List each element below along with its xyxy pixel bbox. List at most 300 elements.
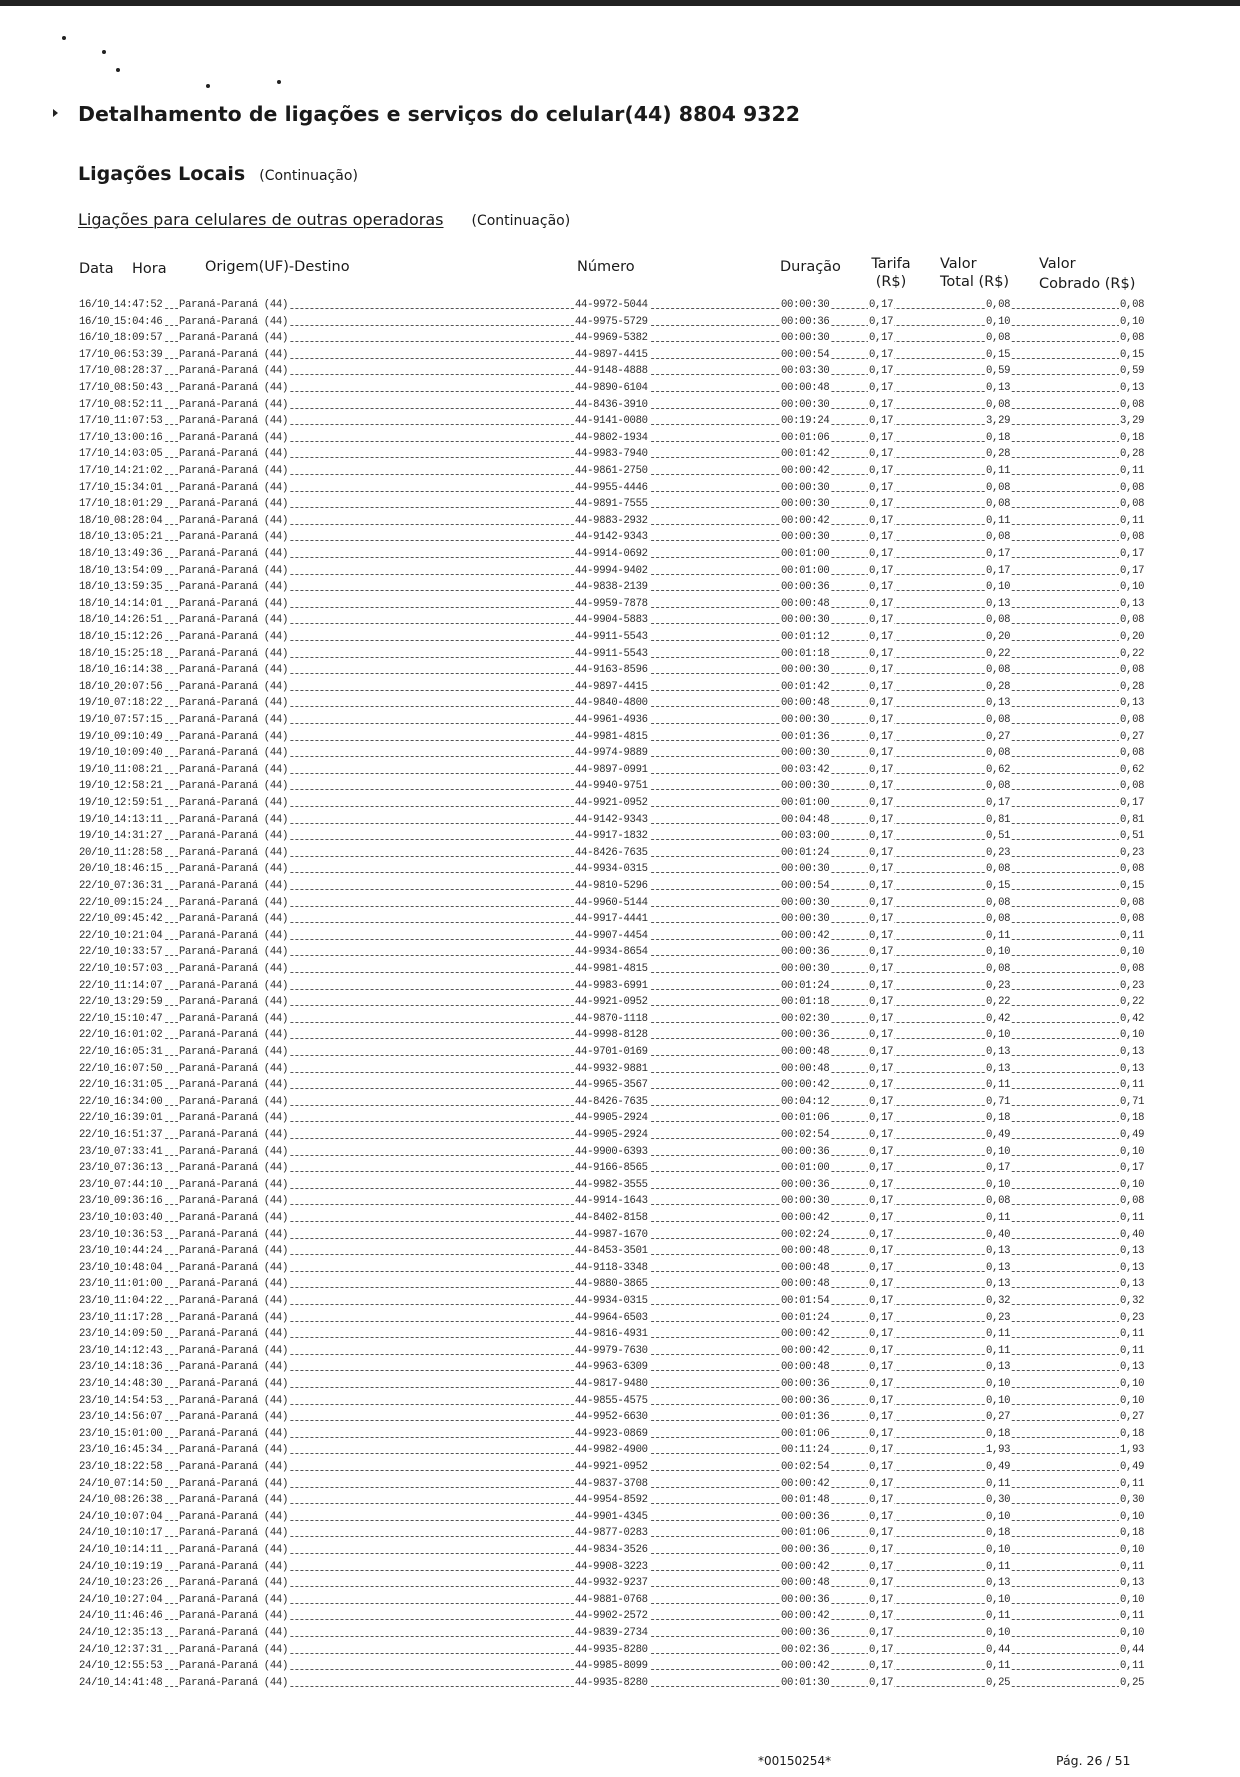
- page-number: Pág. 26 / 51: [1056, 1753, 1131, 1768]
- section-note: (Continuação): [259, 168, 358, 184]
- cell-numero: 44-9839-2734: [575, 1627, 648, 1639]
- table-row: [0, 1492, 1240, 1509]
- table-row: [0, 314, 1240, 331]
- cell-origem: Paraná-Paraná (44): [179, 647, 289, 660]
- cell-origem: Paraná-Paraná (44): [179, 1427, 289, 1440]
- cell-valor-cobrado: 0,10: [1120, 1145, 1145, 1158]
- table-row: [0, 1310, 1240, 1327]
- cell-data: 22/10: [79, 1012, 110, 1025]
- cell-duracao: 00:02:54: [781, 1129, 830, 1141]
- cell-valor-cobrado: 0,13: [1120, 597, 1145, 610]
- table-row: [0, 778, 1240, 795]
- cell-hora: 14:54:53: [114, 1394, 163, 1407]
- cell-origem: Paraná-Paraná (44): [179, 1029, 289, 1042]
- cell-data: 17/10: [79, 465, 110, 477]
- cell-duracao: 00:11:24: [781, 1444, 830, 1457]
- cell-data: 23/10: [79, 1461, 110, 1473]
- cell-tarifa: 0,17: [869, 880, 894, 892]
- cell-valor-cobrado: 0,11: [1120, 1079, 1145, 1092]
- cell-valor-total: 0,11: [986, 1328, 1011, 1341]
- cell-numero: 44-9897-0991: [575, 763, 648, 776]
- cell-tarifa: 0,17: [869, 1544, 894, 1556]
- cell-hora: 11:17:28: [114, 1311, 163, 1324]
- cell-hora: 15:10:47: [114, 1012, 163, 1025]
- cell-data: 17/10: [79, 448, 110, 461]
- cell-valor-cobrado: 0,23: [1120, 1311, 1145, 1324]
- cell-hora: 18:22:58: [114, 1461, 163, 1473]
- cell-valor-cobrado: 0,10: [1120, 1378, 1145, 1390]
- cell-hora: 06:53:39: [114, 348, 163, 361]
- cell-valor-cobrado: 0,11: [1120, 1610, 1145, 1623]
- cell-duracao: 00:01:24: [781, 846, 830, 859]
- cell-numero: 44-9907-4454: [575, 929, 648, 942]
- cell-valor-cobrado: 0,81: [1120, 813, 1145, 826]
- cell-hora: 14:03:05: [114, 448, 163, 461]
- cell-hora: 09:45:42: [114, 913, 163, 926]
- cell-data: 23/10: [79, 1261, 110, 1274]
- cell-data: 22/10: [79, 1062, 110, 1075]
- cell-duracao: 00:00:42: [781, 1477, 830, 1490]
- header-duracao: Duração: [780, 259, 841, 275]
- cell-valor-total: 0,18: [986, 1527, 1011, 1540]
- cell-valor-total: 0,27: [986, 730, 1011, 743]
- cell-tarifa: 0,17: [869, 979, 894, 992]
- table-row: [0, 845, 1240, 862]
- cell-origem: Paraná-Paraná (44): [179, 780, 289, 793]
- cell-origem: Paraná-Paraná (44): [179, 846, 289, 859]
- cell-hora: 08:26:38: [114, 1494, 163, 1507]
- cell-data: 22/10: [79, 1079, 110, 1092]
- cell-origem: Paraná-Paraná (44): [179, 1643, 289, 1656]
- cell-valor-cobrado: 0,10: [1120, 1394, 1145, 1407]
- cell-hora: 07:18:22: [114, 697, 163, 710]
- cell-data: 16/10: [79, 299, 110, 311]
- cell-numero: 44-8426-7635: [575, 1095, 648, 1108]
- cell-numero: 44-9908-3223: [575, 1560, 648, 1573]
- cell-duracao: 00:00:48: [781, 1245, 830, 1258]
- cell-hora: 08:28:04: [114, 514, 163, 527]
- cell-origem: Paraná-Paraná (44): [179, 299, 289, 311]
- cell-tarifa: 0,17: [869, 1427, 894, 1440]
- cell-valor-cobrado: 0,13: [1120, 1361, 1145, 1374]
- table-row: [0, 546, 1240, 563]
- table-row: [0, 712, 1240, 729]
- barcode-text: *00150254*: [758, 1754, 832, 1768]
- cell-tarifa: 0,17: [869, 1643, 894, 1656]
- cell-hora: 14:13:11: [114, 813, 163, 826]
- cell-valor-cobrado: 0,71: [1120, 1095, 1145, 1108]
- table-row: [0, 729, 1240, 746]
- cell-numero: 44-9870-1118: [575, 1012, 648, 1025]
- cell-valor-cobrado: 0,10: [1120, 1544, 1145, 1556]
- cell-valor-cobrado: 0,08: [1120, 498, 1145, 511]
- cell-valor-cobrado: 0,17: [1120, 797, 1145, 809]
- cell-duracao: 00:02:36: [781, 1643, 830, 1656]
- cell-tarifa: 0,17: [869, 514, 894, 527]
- cell-hora: 15:04:46: [114, 315, 163, 328]
- table-row: [0, 1376, 1240, 1393]
- table-row: [0, 861, 1240, 878]
- cell-data: 23/10: [79, 1311, 110, 1324]
- cell-numero: 44-9914-1643: [575, 1195, 648, 1208]
- cell-data: 19/10: [79, 697, 110, 710]
- cell-duracao: 00:00:30: [781, 896, 830, 909]
- cell-tarifa: 0,17: [869, 1178, 894, 1191]
- cell-duracao: 00:01:06: [781, 1112, 830, 1125]
- table-row: [0, 1077, 1240, 1094]
- scan-speck: [206, 84, 210, 88]
- cell-origem: Paraná-Paraná (44): [179, 448, 289, 461]
- header-valor-cobrado: [1039, 255, 1135, 293]
- table-row: [0, 1525, 1240, 1542]
- table-row: [0, 795, 1240, 812]
- cell-origem: Paraná-Paraná (44): [179, 1311, 289, 1324]
- subsection-note: (Continuação): [471, 213, 571, 229]
- cell-origem: Paraná-Paraná (44): [179, 747, 289, 760]
- cell-data: 23/10: [79, 1295, 110, 1307]
- cell-tarifa: 0,17: [869, 365, 894, 378]
- cell-valor-cobrado: 0,44: [1120, 1643, 1145, 1656]
- cell-tarifa: 0,17: [869, 1062, 894, 1075]
- cell-origem: Paraná-Paraná (44): [179, 996, 289, 1009]
- table-row: [0, 563, 1240, 580]
- cell-hora: 12:59:51: [114, 797, 163, 809]
- cell-hora: 16:45:34: [114, 1444, 163, 1457]
- cell-data: 23/10: [79, 1245, 110, 1258]
- cell-hora: 16:05:31: [114, 1046, 163, 1058]
- cell-duracao: 00:00:30: [781, 1195, 830, 1208]
- cell-tarifa: 0,17: [869, 730, 894, 743]
- cell-valor-total: 0,27: [986, 1411, 1011, 1424]
- cell-valor-cobrado: 0,18: [1120, 1112, 1145, 1125]
- cell-data: 17/10: [79, 348, 110, 361]
- cell-tarifa: 0,17: [869, 1560, 894, 1573]
- cell-data: 20/10: [79, 846, 110, 859]
- cell-numero: 44-9959-7878: [575, 597, 648, 610]
- table-row: [0, 529, 1240, 546]
- cell-origem: Paraná-Paraná (44): [179, 1676, 289, 1689]
- cell-duracao: 00:01:06: [781, 431, 830, 444]
- cell-data: 23/10: [79, 1378, 110, 1390]
- cell-hora: 10:48:04: [114, 1261, 163, 1274]
- cell-valor-total: 3,29: [986, 415, 1011, 428]
- cell-duracao: 00:00:30: [781, 714, 830, 726]
- cell-origem: Paraná-Paraná (44): [179, 498, 289, 511]
- cell-data: 17/10: [79, 481, 110, 494]
- cell-data: 18/10: [79, 647, 110, 660]
- cell-origem: Paraná-Paraná (44): [179, 664, 289, 677]
- cell-tarifa: 0,17: [869, 963, 894, 975]
- table-row: [0, 1210, 1240, 1227]
- cell-data: 19/10: [79, 780, 110, 793]
- scan-speck: [116, 68, 120, 72]
- cell-valor-cobrado: 0,11: [1120, 1560, 1145, 1573]
- cell-tarifa: 0,17: [869, 1278, 894, 1291]
- cell-data: 24/10: [79, 1643, 110, 1656]
- table-row: [0, 1592, 1240, 1609]
- cell-hora: 09:15:24: [114, 896, 163, 909]
- cell-tarifa: 0,17: [869, 680, 894, 693]
- cell-hora: 10:07:04: [114, 1510, 163, 1523]
- cell-origem: Paraná-Paraná (44): [179, 963, 289, 975]
- cell-valor-total: 0,08: [986, 714, 1011, 726]
- cell-numero: 44-9900-6393: [575, 1145, 648, 1158]
- cell-valor-cobrado: 0,13: [1120, 1261, 1145, 1274]
- cell-numero: 44-9935-8280: [575, 1676, 648, 1689]
- cell-duracao: 00:00:42: [781, 1212, 830, 1224]
- cell-valor-cobrado: 0,10: [1120, 1029, 1145, 1042]
- cell-origem: Paraná-Paraná (44): [179, 1593, 289, 1606]
- cell-duracao: 00:00:42: [781, 465, 830, 477]
- cell-data: 19/10: [79, 714, 110, 726]
- cell-numero: 44-9921-0952: [575, 996, 648, 1009]
- cell-duracao: 00:01:36: [781, 1411, 830, 1424]
- cell-numero: 44-9935-8280: [575, 1643, 648, 1656]
- cell-origem: Paraná-Paraná (44): [179, 1245, 289, 1258]
- cell-data: 24/10: [79, 1676, 110, 1689]
- cell-origem: Paraná-Paraná (44): [179, 1195, 289, 1208]
- cell-duracao: 00:00:48: [781, 697, 830, 710]
- cell-duracao: 00:01:00: [781, 564, 830, 577]
- cell-valor-total: 0,44: [986, 1643, 1011, 1656]
- table-row: [0, 1476, 1240, 1493]
- cell-data: 23/10: [79, 1212, 110, 1224]
- cell-tarifa: 0,17: [869, 299, 894, 311]
- cell-hora: 13:59:35: [114, 581, 163, 594]
- table-row: [0, 878, 1240, 895]
- cell-hora: 16:39:01: [114, 1112, 163, 1125]
- cell-origem: Paraná-Paraná (44): [179, 830, 289, 843]
- table-row: [0, 1642, 1240, 1659]
- cell-origem: Paraná-Paraná (44): [179, 398, 289, 411]
- header-valor-total-unit: Total (R$): [940, 274, 1010, 290]
- cell-tarifa: 0,17: [869, 1311, 894, 1324]
- cell-valor-total: 1,93: [986, 1444, 1011, 1457]
- cell-tarifa: 0,17: [869, 1477, 894, 1490]
- cell-hora: 14:18:36: [114, 1361, 163, 1374]
- cell-hora: 15:25:18: [114, 647, 163, 660]
- cell-valor-cobrado: 0,11: [1120, 1328, 1145, 1341]
- cell-numero: 44-9982-4900: [575, 1444, 648, 1457]
- table-row: [0, 629, 1240, 646]
- cell-numero: 44-9880-3865: [575, 1278, 648, 1291]
- cell-hora: 13:00:16: [114, 431, 163, 444]
- table-row: [0, 1110, 1240, 1127]
- cell-data: 20/10: [79, 863, 110, 876]
- cell-valor-total: 0,08: [986, 614, 1011, 627]
- cell-data: 23/10: [79, 1178, 110, 1191]
- cell-numero: 44-9905-2924: [575, 1112, 648, 1125]
- cell-duracao: 00:00:54: [781, 880, 830, 892]
- cell-numero: 44-9983-7940: [575, 448, 648, 461]
- cell-tarifa: 0,17: [869, 332, 894, 345]
- cell-duracao: 00:00:42: [781, 1344, 830, 1357]
- cell-valor-total: 0,08: [986, 863, 1011, 876]
- table-row: [0, 1509, 1240, 1526]
- cell-hora: 11:04:22: [114, 1295, 163, 1307]
- cell-hora: 07:33:41: [114, 1145, 163, 1158]
- cell-hora: 07:14:50: [114, 1477, 163, 1490]
- cell-numero: 44-9148-4888: [575, 365, 648, 378]
- table-row: [0, 413, 1240, 430]
- cell-data: 23/10: [79, 1328, 110, 1341]
- cell-tarifa: 0,17: [869, 946, 894, 959]
- cell-valor-total: 0,08: [986, 498, 1011, 511]
- cell-duracao: 00:00:48: [781, 1062, 830, 1075]
- cell-tarifa: 0,17: [869, 1344, 894, 1357]
- cell-hora: 11:28:58: [114, 846, 163, 859]
- cell-hora: 12:35:13: [114, 1627, 163, 1639]
- table-row: [0, 745, 1240, 762]
- cell-hora: 12:37:31: [114, 1643, 163, 1656]
- table-row: [0, 347, 1240, 364]
- cell-tarifa: 0,17: [869, 863, 894, 876]
- cell-valor-cobrado: 0,11: [1120, 929, 1145, 942]
- cell-hora: 10:21:04: [114, 929, 163, 942]
- cell-valor-total: 0,18: [986, 1427, 1011, 1440]
- cell-data: 24/10: [79, 1527, 110, 1540]
- cell-tarifa: 0,17: [869, 1095, 894, 1108]
- cell-tarifa: 0,17: [869, 631, 894, 643]
- cell-hora: 18:09:57: [114, 332, 163, 345]
- cell-valor-total: 0,10: [986, 1394, 1011, 1407]
- cell-valor-total: 0,08: [986, 1195, 1011, 1208]
- cell-valor-total: 0,17: [986, 564, 1011, 577]
- cell-valor-cobrado: 0,10: [1120, 1178, 1145, 1191]
- cell-origem: Paraná-Paraná (44): [179, 1627, 289, 1639]
- cell-tarifa: 0,17: [869, 1627, 894, 1639]
- cell-numero: 44-9987-1670: [575, 1228, 648, 1241]
- cell-valor-cobrado: 0,28: [1120, 448, 1145, 461]
- table-row: [0, 1127, 1240, 1144]
- cell-hora: 14:56:07: [114, 1411, 163, 1424]
- cell-origem: Paraná-Paraná (44): [179, 714, 289, 726]
- cell-hora: 10:57:03: [114, 963, 163, 975]
- cell-origem: Paraná-Paraná (44): [179, 1278, 289, 1291]
- cell-valor-cobrado: 0,22: [1120, 996, 1145, 1009]
- cell-valor-total: 0,08: [986, 531, 1011, 544]
- cell-data: 18/10: [79, 664, 110, 677]
- cell-data: 22/10: [79, 1112, 110, 1125]
- cell-origem: Paraná-Paraná (44): [179, 1295, 289, 1307]
- cell-valor-cobrado: 0,27: [1120, 730, 1145, 743]
- table-row: [0, 1426, 1240, 1443]
- scan-speck: [62, 36, 66, 40]
- cell-duracao: 00:00:30: [781, 913, 830, 926]
- cell-duracao: 00:00:36: [781, 1145, 830, 1158]
- cell-data: 19/10: [79, 730, 110, 743]
- table-row: [0, 662, 1240, 679]
- header-hora: Hora: [132, 261, 167, 277]
- cell-origem: Paraná-Paraná (44): [179, 315, 289, 328]
- cell-tarifa: 0,17: [869, 1079, 894, 1092]
- cell-data: 22/10: [79, 929, 110, 942]
- cell-tarifa: 0,17: [869, 481, 894, 494]
- cell-numero: 44-9911-5543: [575, 631, 648, 643]
- cell-valor-cobrado: 0,27: [1120, 1411, 1145, 1424]
- cell-valor-cobrado: 0,13: [1120, 382, 1145, 394]
- cell-valor-total: 0,42: [986, 1012, 1011, 1025]
- cell-valor-cobrado: 0,11: [1120, 1660, 1145, 1673]
- cell-hora: 10:09:40: [114, 747, 163, 760]
- cell-numero: 44-9934-0315: [575, 863, 648, 876]
- cell-numero: 44-9965-3567: [575, 1079, 648, 1092]
- header-data: Data: [79, 261, 114, 277]
- cell-origem: Paraná-Paraná (44): [179, 1444, 289, 1457]
- cell-valor-total: 0,49: [986, 1461, 1011, 1473]
- cell-valor-cobrado: 0,11: [1120, 1344, 1145, 1357]
- cell-hora: 15:12:26: [114, 631, 163, 643]
- cell-data: 22/10: [79, 1095, 110, 1108]
- cell-duracao: 00:00:48: [781, 382, 830, 394]
- table-row: [0, 911, 1240, 928]
- cell-duracao: 00:03:00: [781, 830, 830, 843]
- cell-duracao: 00:02:24: [781, 1228, 830, 1241]
- cell-valor-total: 0,22: [986, 647, 1011, 660]
- cell-data: 17/10: [79, 498, 110, 511]
- cell-tarifa: 0,17: [869, 1593, 894, 1606]
- cell-valor-total: 0,30: [986, 1494, 1011, 1507]
- table-row: [0, 762, 1240, 779]
- cell-hora: 07:36:13: [114, 1162, 163, 1175]
- subsection-heading: [78, 210, 570, 229]
- cell-duracao: 00:00:36: [781, 1029, 830, 1042]
- scan-top-edge: [0, 0, 1240, 6]
- cell-tarifa: 0,17: [869, 747, 894, 760]
- cell-valor-total: 0,11: [986, 1477, 1011, 1490]
- cell-duracao: 00:03:42: [781, 763, 830, 776]
- cell-valor-total: 0,10: [986, 1627, 1011, 1639]
- cell-valor-cobrado: 0,23: [1120, 846, 1145, 859]
- cell-hora: 11:46:46: [114, 1610, 163, 1623]
- cell-numero: 44-9166-8565: [575, 1162, 648, 1175]
- table-row: [0, 430, 1240, 447]
- cell-valor-cobrado: 0,08: [1120, 1195, 1145, 1208]
- cell-valor-total: 0,13: [986, 1261, 1011, 1274]
- table-row: [0, 1459, 1240, 1476]
- table-row: [0, 363, 1240, 380]
- cell-valor-total: 0,49: [986, 1129, 1011, 1141]
- cell-valor-cobrado: 0,08: [1120, 747, 1145, 760]
- cell-numero: 44-9817-9480: [575, 1378, 648, 1390]
- cell-duracao: 00:00:42: [781, 929, 830, 942]
- cell-duracao: 00:01:54: [781, 1295, 830, 1307]
- cell-numero: 44-9163-8596: [575, 664, 648, 677]
- table-row: [0, 1359, 1240, 1376]
- cell-valor-total: 0,18: [986, 1112, 1011, 1125]
- cell-duracao: 00:01:24: [781, 1311, 830, 1324]
- cell-valor-cobrado: 0,11: [1120, 465, 1145, 477]
- cell-duracao: 00:00:42: [781, 1610, 830, 1623]
- cell-duracao: 00:00:42: [781, 1660, 830, 1673]
- cell-origem: Paraná-Paraná (44): [179, 896, 289, 909]
- table-row: [0, 994, 1240, 1011]
- cell-origem: Paraná-Paraná (44): [179, 1212, 289, 1224]
- table-row: [0, 1243, 1240, 1260]
- cell-valor-cobrado: 0,23: [1120, 979, 1145, 992]
- cell-numero: 44-9961-4936: [575, 714, 648, 726]
- cell-hora: 15:34:01: [114, 481, 163, 494]
- cell-valor-total: 0,11: [986, 1079, 1011, 1092]
- cell-valor-total: 0,10: [986, 1544, 1011, 1556]
- cell-valor-total: 0,20: [986, 631, 1011, 643]
- cell-duracao: 00:00:36: [781, 1510, 830, 1523]
- cell-origem: Paraná-Paraná (44): [179, 1129, 289, 1141]
- cell-tarifa: 0,17: [869, 1295, 894, 1307]
- cell-duracao: 00:01:42: [781, 680, 830, 693]
- table-row: [0, 1343, 1240, 1360]
- cell-duracao: 00:00:42: [781, 514, 830, 527]
